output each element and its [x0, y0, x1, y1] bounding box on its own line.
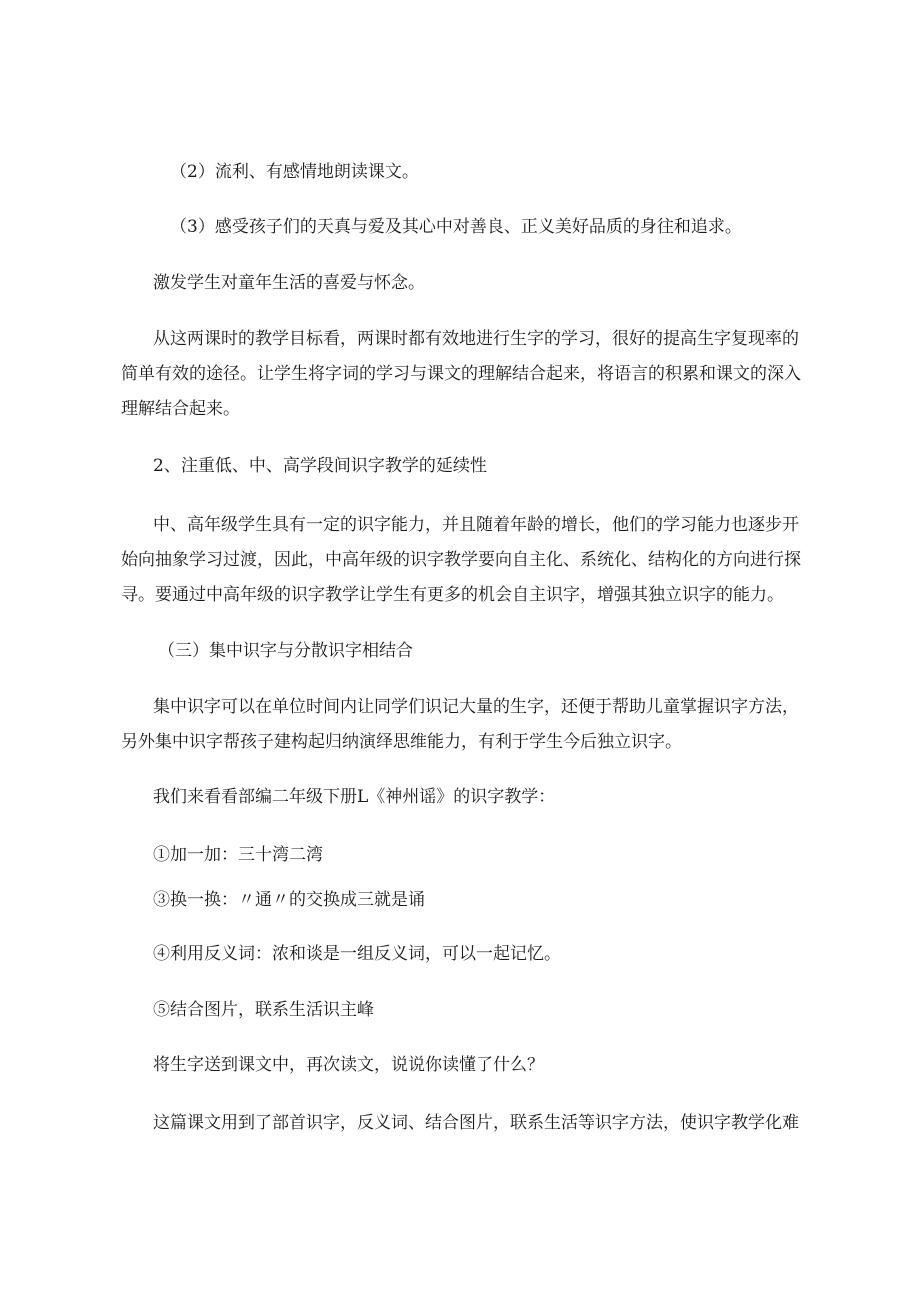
text-line: 简单有效的途径。让学生将字词的学习与课文的理解结合起来，将语言的积累和课文的深入 [121, 364, 801, 384]
text-line: 始向抽象学习过渡，因此，中高年级的识字教学要向自主化、系统化、结构化的方向进行探 [121, 550, 801, 570]
objective-2-paragraph [170, 155, 860, 190]
step-1-item [153, 838, 843, 873]
conclusion-paragraph [153, 1106, 843, 1141]
text-line: 另外集中识字帮孩子建构起归纳演绎思维能力，有利于学生今后独立识字。 [121, 732, 682, 752]
reread-paragraph [153, 1048, 843, 1083]
text-line: （2）流利、有感情地朗读课文。 [170, 162, 419, 182]
text-line: 中、高年级学生具有一定的识字能力，并且随着年龄的增长，他们的学习能力也逐步开 [153, 515, 799, 535]
summary-paragraph [121, 322, 843, 427]
step-5-item [153, 993, 843, 1028]
continuity-paragraph [121, 508, 843, 613]
section-heading-centralized [158, 634, 848, 669]
example-intro-paragraph [153, 780, 843, 815]
text-line: ①加一加：三十湾二湾 [153, 845, 323, 865]
text-line: 我们来看看部编二年级下册L《神州谣》的识字教学： [153, 787, 556, 807]
step-4-item [153, 937, 843, 972]
objective-3-continuation [153, 266, 843, 301]
text-line: 2、注重低、中、高学段间识字教学的延续性 [153, 456, 487, 476]
text-line: ④利用反义词：浓和谈是一组反义词，可以一起记忆。 [153, 944, 561, 964]
centralized-paragraph [121, 690, 843, 760]
text-line: 这篇课文用到了部首识字，反义词、结合图片，联系生活等识字方法，使识字教学化难 [153, 1113, 799, 1133]
objective-3-paragraph [170, 210, 860, 245]
text-line: 理解结合起来。 [121, 399, 240, 419]
text-line: （三）集中识字与分散识字相结合 [158, 641, 413, 661]
text-line: 从这两课时的教学目标看，两课时都有效地进行生字的学习，很好的提高生字复现率的 [153, 329, 799, 349]
text-line: 激发学生对童年生活的喜爱与怀念。 [153, 273, 425, 293]
step-3-item [153, 883, 843, 918]
text-line: 将生字送到课文中，再次读文，说说你读懂了什么？ [153, 1055, 544, 1075]
text-line: 寻。要通过中高年级的识字教学让学生有更多的机会自主识字，增强其独立识字的能力。 [121, 585, 784, 605]
text-line: ⑤结合图片，联系生活识主峰 [153, 1000, 374, 1020]
text-line: ③换一换：〃通〃的交换成三就是诵 [153, 890, 425, 910]
text-line: 集中识字可以在单位时间内让同学们识记大量的生字，还便于帮助儿童掌握识字方法， [153, 697, 799, 717]
text-line: （3）感受孩子们的天真与爱及其心中对善良、正义美好品质的身往和追求。 [170, 217, 742, 237]
section-heading-continuity [153, 449, 843, 484]
